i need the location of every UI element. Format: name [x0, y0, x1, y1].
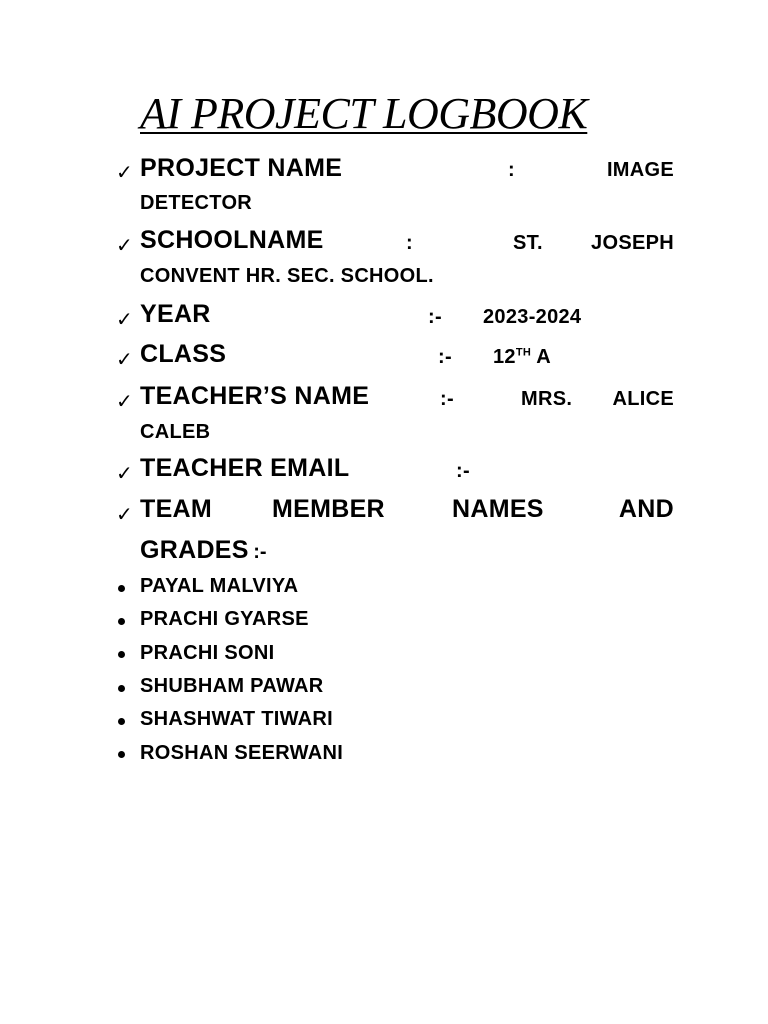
teacher-name-row	[140, 382, 674, 416]
team-heading-word4: AND	[618, 495, 674, 523]
school-name-label: SCHOOLNAME	[140, 226, 324, 254]
team-heading-grades: GRADES	[140, 536, 249, 564]
check-icon: ✓	[116, 391, 133, 413]
check-icon: ✓	[116, 162, 133, 184]
teacher-email-separator: :-	[456, 460, 470, 482]
team-member-4: SHUBHAM PAWAR	[140, 675, 324, 697]
project-name-label: PROJECT NAME	[140, 154, 343, 182]
teacher-name-label: TEACHER’S NAME	[140, 382, 370, 410]
year-label: YEAR	[140, 300, 211, 328]
project-name-row	[140, 154, 674, 188]
page-title: AI PROJECT LOGBOOK	[140, 89, 588, 138]
bullet-icon	[118, 651, 125, 658]
school-name-value-line2: CONVENT HR. SEC. SCHOOL.	[140, 265, 434, 287]
project-name-separator: :	[508, 159, 515, 181]
class-value	[493, 346, 551, 369]
project-name-value-line2: DETECTOR	[140, 192, 253, 214]
check-icon: ✓	[116, 349, 133, 371]
team-heading-word2: MEMBER	[272, 495, 385, 523]
team-member-6: ROSHAN SEERWANI	[140, 742, 344, 764]
teacher-name-value-word2: ALICE	[612, 388, 674, 410]
team-heading-row	[140, 495, 674, 529]
team-member-1: PAYAL MALVIYA	[140, 575, 299, 597]
year-value: 2023-2024	[483, 306, 582, 328]
year-separator: :-	[428, 306, 442, 328]
teacher-name-value-line2: CALEB	[140, 421, 211, 443]
class-grade-suffix: TH	[515, 346, 532, 359]
bullet-icon	[118, 751, 125, 758]
bullet-icon	[118, 618, 125, 625]
bullet-icon	[118, 585, 125, 592]
year-row	[140, 300, 674, 334]
check-icon: ✓	[116, 504, 133, 526]
team-member-3: PRACHI SONI	[140, 642, 275, 664]
school-name-value-word1: ST.	[513, 232, 543, 254]
project-name-value: IMAGE	[606, 159, 674, 181]
bullet-icon	[118, 685, 125, 692]
class-section: A	[536, 346, 551, 368]
teacher-email-label: TEACHER EMAIL	[140, 454, 350, 482]
team-heading-word1: TEAM	[140, 495, 213, 523]
teacher-name-value-word1: MRS.	[521, 388, 573, 410]
class-label: CLASS	[140, 340, 227, 368]
teacher-email-row	[140, 454, 674, 488]
team-heading-word3: NAMES	[452, 495, 544, 523]
team-heading-line2	[140, 536, 674, 570]
school-name-value-word2: JOSEPH	[591, 232, 674, 254]
team-member-2: PRACHI GYARSE	[140, 608, 309, 630]
check-icon: ✓	[116, 309, 133, 331]
team-member-5: SHASHWAT TIWARI	[140, 708, 334, 730]
class-separator: :-	[438, 346, 452, 368]
teacher-name-separator: :-	[440, 388, 454, 410]
class-row	[140, 340, 674, 374]
school-name-separator: :	[406, 232, 413, 254]
bullet-icon	[118, 718, 125, 725]
team-heading-separator: :-	[253, 541, 267, 563]
check-icon: ✓	[116, 235, 133, 257]
check-icon: ✓	[116, 463, 133, 485]
school-name-row	[140, 226, 674, 260]
class-grade: 12	[493, 346, 516, 368]
